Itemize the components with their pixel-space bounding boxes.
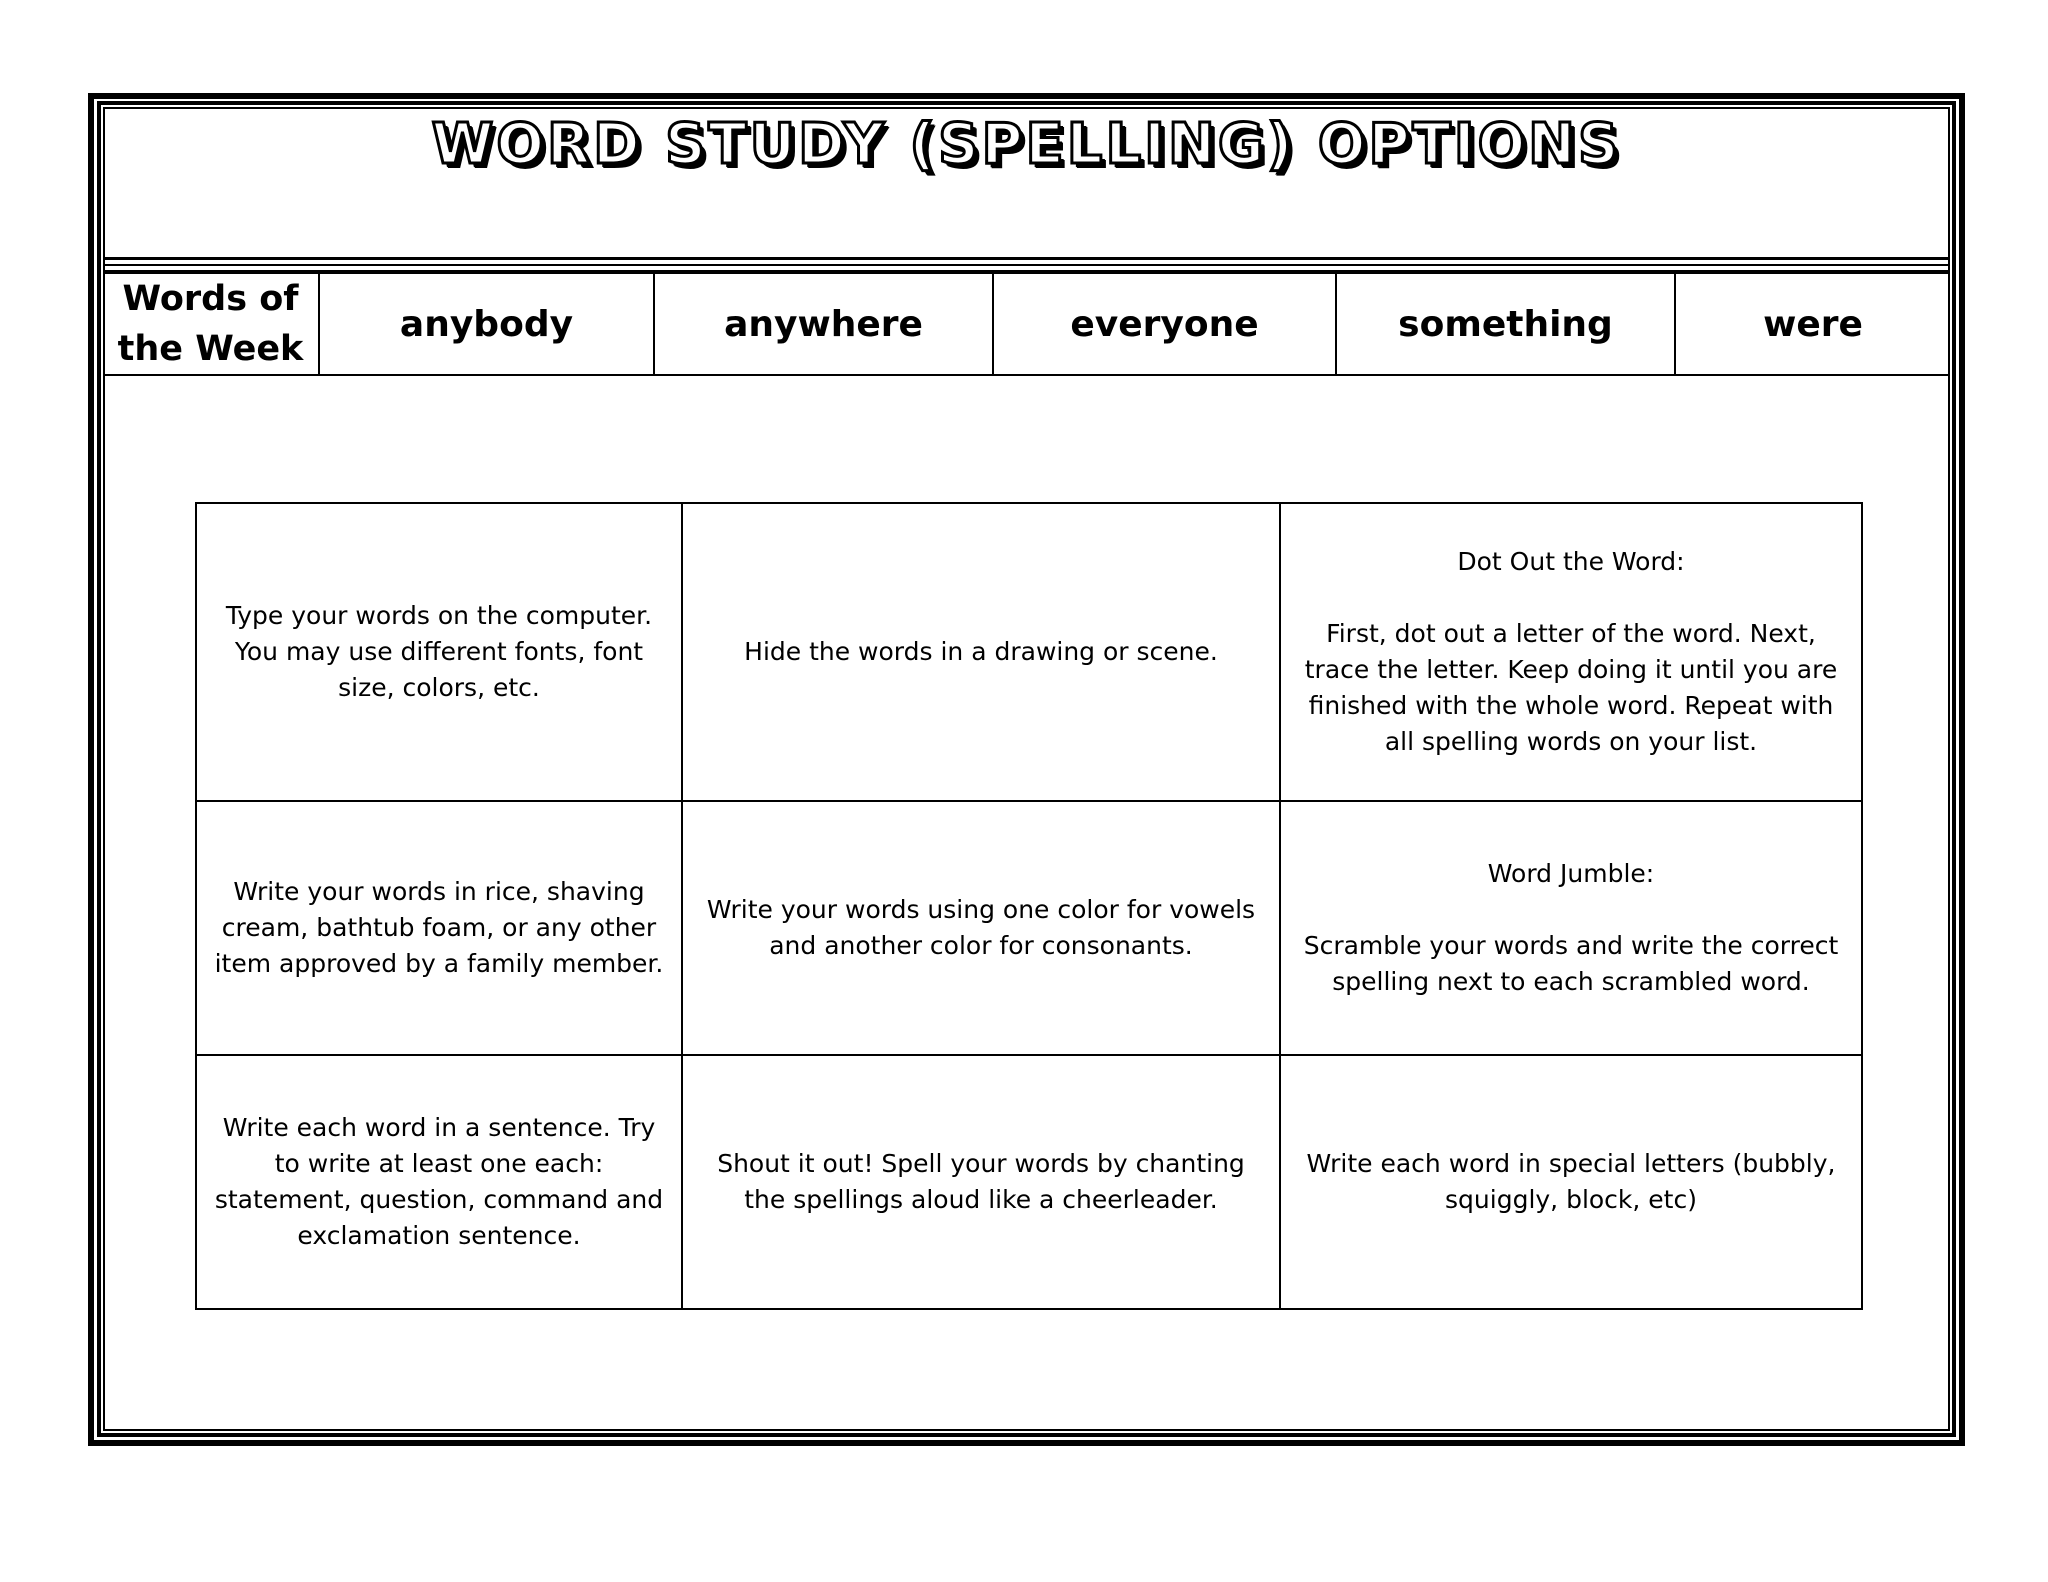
option-cell: Type your words on the computer. You may use different fonts, font size, colors, etc.: [196, 503, 682, 801]
worksheet-title: WORD STUDY (SPELLING) OPTIONS: [431, 112, 1622, 177]
words-of-the-week-table: [103, 272, 1950, 376]
words-row: [103, 273, 1950, 375]
word-cell: were: [1675, 273, 1950, 375]
options-row: [196, 1055, 1862, 1309]
option-cell: Write your words in rice, shaving cream, bathtub foam, or any other item approved by a family member.: [196, 801, 682, 1055]
header-divider-top: [103, 257, 1950, 260]
option-cell: Hide the words in a drawing or scene.: [682, 503, 1280, 801]
word-cell: everyone: [993, 273, 1336, 375]
word-cell: anywhere: [654, 273, 993, 375]
spelling-options-grid: [195, 502, 1863, 1310]
word-cell: anybody: [319, 273, 654, 375]
options-row: [196, 801, 1862, 1055]
option-cell: Write your words using one color for vowels and another color for consonants.: [682, 801, 1280, 1055]
option-cell: Word Jumble: Scramble your words and write the correct spelling next to each scrambled word.: [1280, 801, 1862, 1055]
options-row: [196, 503, 1862, 801]
option-cell: Write each word in a sentence. Try to write at least one each: statement, question, command and exclamation sentence.: [196, 1055, 682, 1309]
header-divider-mid: [103, 264, 1950, 266]
words-label: Words of the Week: [103, 273, 319, 375]
option-cell: Dot Out the Word: First, dot out a letter of the word. Next, trace the letter. Keep doing it until you are finished with the whole word. Repeat with all spelling words on your list.: [1280, 503, 1862, 801]
word-cell: something: [1336, 273, 1675, 375]
option-cell: Shout it out! Spell your words by chanting the spellings aloud like a cheerleader.: [682, 1055, 1280, 1309]
option-cell: Write each word in special letters (bubbly, squiggly, block, etc): [1280, 1055, 1862, 1309]
